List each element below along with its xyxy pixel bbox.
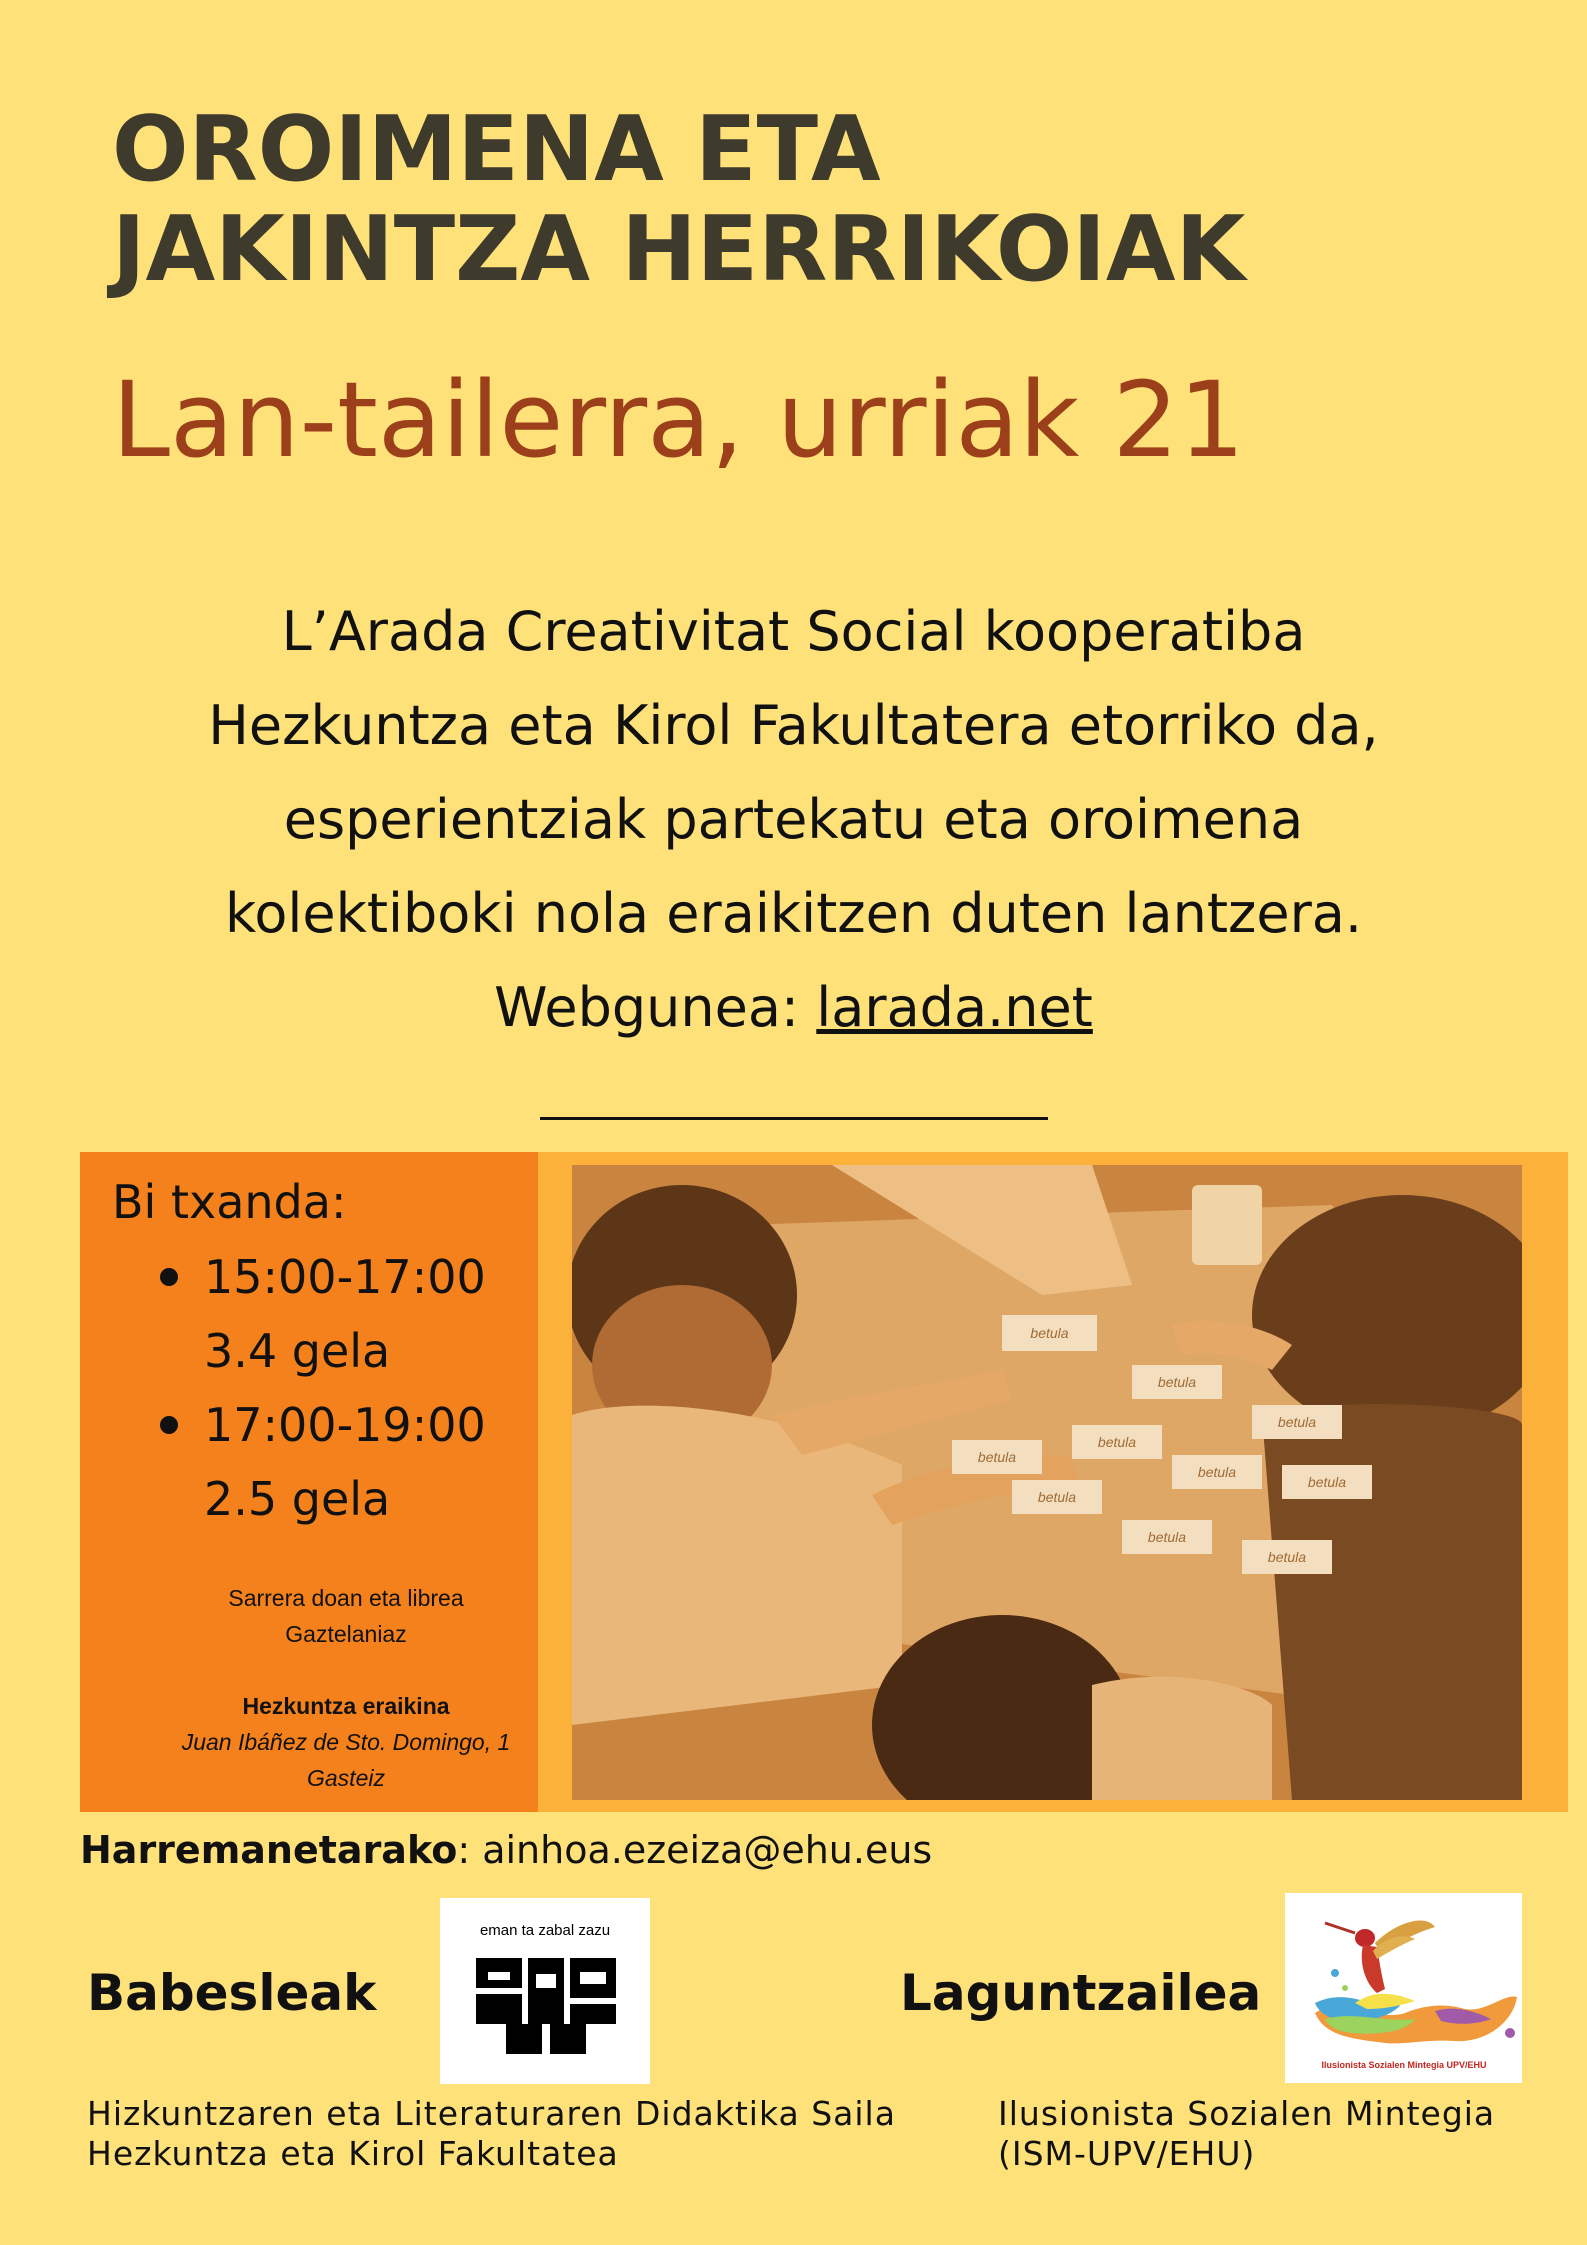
intro-line-4: kolektiboki nola eraikitzen duten lantzera. bbox=[224, 882, 1363, 945]
ism-logo-caption: Ilusionista Sozialen Mintegia UPV/EHU bbox=[1321, 2060, 1487, 2070]
hummingbird-logo-icon bbox=[1285, 1893, 1522, 2058]
shifts-list bbox=[152, 1240, 486, 1536]
shift-time: 15:00-17:00 bbox=[204, 1250, 486, 1304]
poster-title bbox=[112, 97, 1246, 302]
word-card: betula bbox=[1012, 1480, 1102, 1514]
word-card: betula bbox=[1072, 1425, 1162, 1459]
photo-cards bbox=[572, 1165, 1522, 1800]
contact-label: Harremanetarako bbox=[80, 1828, 458, 1872]
entry-note: Sarrera doan eta librea bbox=[228, 1585, 464, 1611]
contact-line bbox=[80, 1822, 932, 1878]
word-card: betula bbox=[1122, 1520, 1212, 1554]
word-card: betula bbox=[1252, 1405, 1342, 1439]
shift-room: 3.4 gela bbox=[204, 1324, 391, 1378]
event-notes bbox=[130, 1580, 562, 1796]
word-card: betula bbox=[1282, 1465, 1372, 1499]
collaborator-label: Laguntzailea bbox=[900, 1964, 1262, 2022]
shift-item bbox=[152, 1388, 486, 1536]
divider-line bbox=[540, 1117, 1048, 1120]
shifts-heading: Bi txanda: bbox=[112, 1175, 347, 1229]
ehu-logo bbox=[440, 1898, 650, 2084]
sponsor-line-2: Hezkuntza eta Kirol Fakultatea bbox=[87, 2134, 619, 2173]
title-line-1: OROIMENA ETA bbox=[112, 97, 881, 202]
word-card: betula bbox=[1002, 1315, 1097, 1351]
ehu-emblem-icon bbox=[476, 1950, 616, 2060]
word-card: betula bbox=[952, 1440, 1042, 1474]
website-label: Webgunea: bbox=[494, 976, 817, 1039]
building-name: Hezkuntza eraikina bbox=[242, 1693, 450, 1719]
collaborator-line-2: (ISM-UPV/EHU) bbox=[998, 2134, 1256, 2173]
intro-line-2: Hezkuntza eta Kirol Fakultatera etorriko da, bbox=[208, 694, 1379, 757]
bullet-icon bbox=[160, 1268, 178, 1286]
street-address: Juan Ibáñez de Sto. Domingo, 1 bbox=[181, 1729, 511, 1755]
intro-text bbox=[0, 585, 1587, 1055]
sponsors-label: Babesleak bbox=[87, 1964, 377, 2022]
title-line-2: JAKINTZA HERRIKOIAK bbox=[112, 197, 1246, 302]
ehu-logo-motto: eman ta zabal zazu bbox=[479, 1922, 611, 1939]
contact-separator: : bbox=[457, 1828, 483, 1872]
contact-email[interactable]: ainhoa.ezeiza@ehu.eus bbox=[482, 1828, 933, 1872]
language-note: Gaztelaniaz bbox=[285, 1621, 407, 1647]
intro-line-3: esperientziak partekatu eta oroimena bbox=[283, 788, 1304, 851]
shift-room: 2.5 gela bbox=[204, 1472, 391, 1526]
shift-item bbox=[152, 1240, 486, 1388]
website-link[interactable]: larada.net bbox=[816, 976, 1093, 1039]
word-card: betula bbox=[1172, 1455, 1262, 1489]
word-card: betula bbox=[1132, 1365, 1222, 1399]
workshop-photo bbox=[572, 1165, 1522, 1800]
city-name: Gasteiz bbox=[307, 1765, 385, 1791]
collaborator-details bbox=[998, 2094, 1495, 2174]
shift-time: 17:00-19:00 bbox=[204, 1398, 486, 1452]
sponsors-details bbox=[87, 2094, 896, 2174]
poster-subtitle: Lan-tailerra, urriak 21 bbox=[112, 359, 1245, 481]
word-card: betula bbox=[1242, 1540, 1332, 1574]
ism-logo bbox=[1285, 1893, 1522, 2083]
collaborator-line-1: Ilusionista Sozialen Mintegia bbox=[998, 2094, 1496, 2133]
bullet-icon bbox=[160, 1416, 178, 1434]
website-line bbox=[0, 961, 1587, 1055]
sponsor-line-1: Hizkuntzaren eta Literaturaren Didaktika Saila bbox=[87, 2094, 896, 2133]
intro-line-1: L’Arada Creativitat Social kooperatiba bbox=[281, 600, 1306, 663]
